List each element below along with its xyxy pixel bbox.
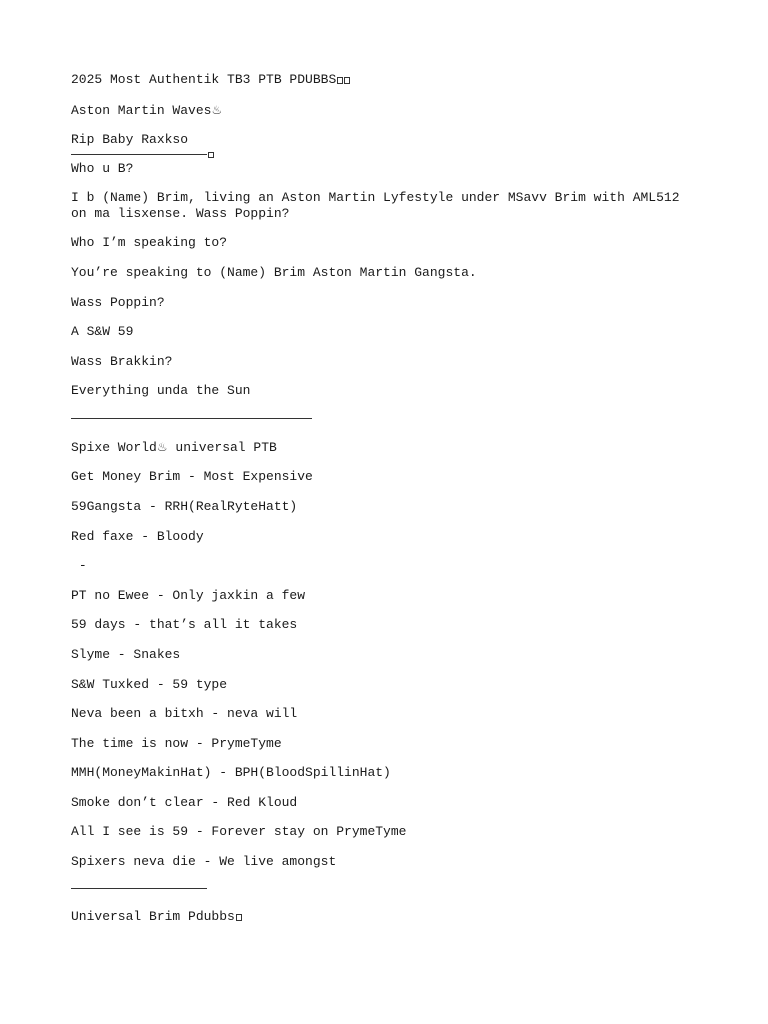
section2-heading-suffix: universal PTB (167, 439, 277, 455)
pair-line: Neva been a bitxh - neva will (71, 706, 298, 722)
pair-line: 59 days - that’s all it takes (71, 617, 298, 633)
missing-glyph-icon (344, 77, 350, 84)
pair-line: - (71, 558, 87, 574)
qa-line: I b (Name) Brim, living an Aston Martin Lyfestyle under MSavv Brim with AML512 on ma lisxense. Wass Poppin? (71, 190, 688, 222)
qa-line: Wass Brakkin? (71, 353, 173, 369)
missing-glyph-icon (236, 914, 242, 921)
pair-line: 59Gangsta - RRH(RealRyteHatt) (71, 498, 298, 514)
qa-line: Everything unda the Sun (71, 383, 251, 399)
section2-heading-text: Spixe World (71, 439, 157, 455)
rip-line: Rip Baby Raxkso (71, 132, 189, 148)
footer-text: Universal Brim Pdubbs (71, 909, 235, 925)
qa-line: A S&W 59 (71, 324, 134, 340)
qa-line: Who I’m speaking to? (71, 235, 228, 251)
qa-line: You’re speaking to (Name) Brim Aston Martin Gangsta. (71, 264, 477, 280)
pair-line: Get Money Brim - Most Expensive (71, 469, 313, 485)
title-text: 2025 Most Authentik TB3 PTB PDUBBS (71, 72, 337, 87)
underline-bar (71, 154, 207, 155)
hot-springs-icon: ♨ (211, 102, 223, 117)
document-page (71, 72, 701, 939)
pair-line: Smoke don’t clear - Red Kloud (71, 794, 298, 810)
section-divider (71, 418, 312, 419)
section-divider (71, 888, 207, 889)
section2-heading (71, 439, 701, 456)
subtitle-line (71, 102, 701, 119)
rip-underline (71, 149, 701, 161)
missing-glyph-icon (337, 77, 343, 84)
pair-line: PT no Ewee - Only jaxkin a few (71, 587, 306, 603)
pair-line: Slyme - Snakes (71, 646, 181, 662)
subtitle-text: Aston Martin Waves (71, 102, 212, 118)
pair-line: S&W Tuxked - 59 type (71, 676, 228, 692)
pair-line: MMH(MoneyMakinHat) - BPH(BloodSpillinHat) (71, 765, 391, 781)
pair-line: All I see is 59 - Forever stay on PrymeTyme (71, 824, 407, 840)
hot-springs-icon: ♨ (156, 439, 168, 454)
qa-line: Wass Poppin? (71, 294, 165, 310)
pair-line: Red faxe - Bloody (71, 528, 204, 544)
pair-line: Spixers neva die - We live amongst (71, 854, 337, 870)
missing-glyph-icon (208, 152, 214, 158)
qa-line: Who u B? (71, 160, 134, 176)
footer-line (71, 909, 701, 925)
pair-line: The time is now - PrymeTyme (71, 735, 282, 751)
title-line (71, 72, 701, 88)
